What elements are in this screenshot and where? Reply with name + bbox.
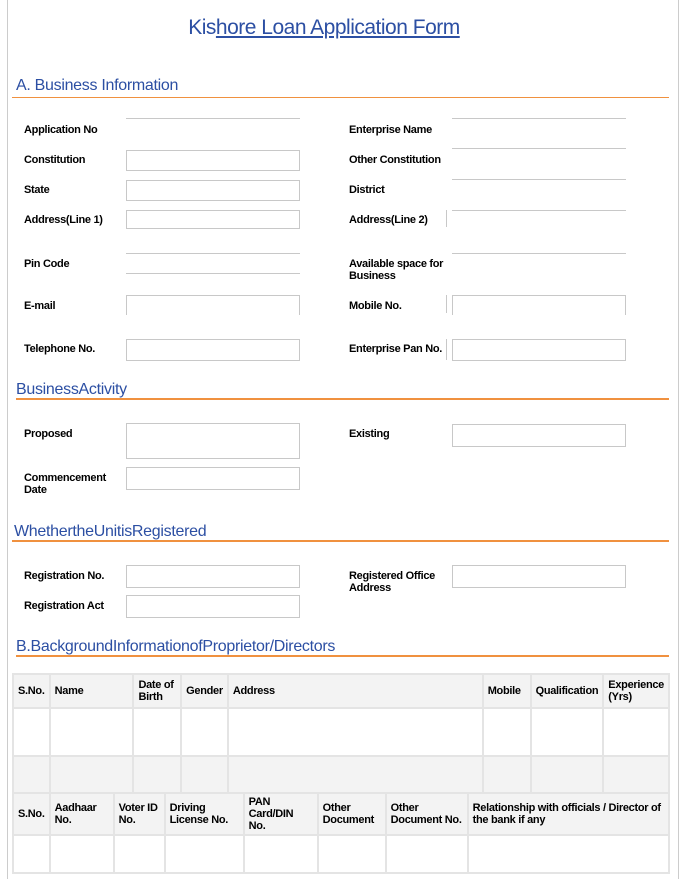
label-enterprise-name: Enterprise Name (349, 124, 432, 136)
other-constitution-field[interactable] (452, 148, 626, 149)
table-cell[interactable] (13, 756, 50, 793)
label-email: E-mail (24, 300, 56, 312)
col-header: Voter ID No. (114, 793, 165, 835)
label-proposed: Proposed (24, 428, 73, 440)
directors-table (12, 673, 670, 794)
col-header: PAN Card/DIN No. (244, 793, 318, 835)
constitution-field[interactable] (126, 150, 300, 171)
section-registered: WhethertheUnitisRegistered (14, 523, 207, 540)
registration-no-field[interactable] (126, 565, 300, 588)
proposed-field[interactable] (126, 423, 300, 459)
label-pin-code: Pin Code (24, 258, 70, 270)
label-district: District (349, 184, 385, 196)
label-telephone: Telephone No. (24, 343, 96, 355)
col-header: Other Document No. (386, 793, 468, 835)
table-cell[interactable] (13, 708, 50, 756)
col-header: Gender (181, 674, 228, 708)
table-cell[interactable] (50, 835, 114, 873)
table-cell[interactable] (483, 756, 531, 793)
table-cell[interactable] (603, 756, 669, 793)
section-business-activity: BusinessActivity (16, 381, 127, 398)
section-rule (16, 655, 669, 657)
label-mobile: Mobile No. (349, 300, 402, 312)
state-field[interactable] (126, 180, 300, 201)
email-field[interactable] (126, 295, 300, 315)
col-header: Other Document (318, 793, 386, 835)
district-field[interactable] (452, 179, 626, 180)
application-no-field[interactable] (126, 118, 300, 119)
label-registered-office: Registered Office Address (349, 570, 435, 594)
mobile-field[interactable] (452, 295, 626, 315)
col-header: Driving License No. (165, 793, 244, 835)
label-existing: Existing (349, 428, 390, 440)
field-divider (446, 295, 447, 313)
col-header: Name (50, 674, 134, 708)
label-address2: Address(Line 2) (349, 214, 428, 226)
table-row (13, 835, 669, 873)
table-cell[interactable] (165, 835, 244, 873)
pin-code-field[interactable] (126, 253, 300, 254)
table-cell[interactable] (244, 835, 318, 873)
table-cell[interactable] (318, 835, 386, 873)
label-pan: Enterprise Pan No. (349, 343, 443, 355)
col-header: Relationship with officials / Director of the bank if any (468, 793, 669, 835)
pin-code-underline (126, 273, 300, 274)
section-rule (16, 398, 669, 400)
table-cell[interactable] (181, 708, 228, 756)
section-business-info: A. Business Information (16, 77, 179, 94)
table-cell[interactable] (50, 756, 134, 793)
title-part: Kis (188, 16, 216, 39)
col-header: Date of Birth (133, 674, 181, 708)
page-title (0, 16, 648, 40)
table-row (13, 708, 669, 756)
label-application-no: Application No (24, 124, 98, 136)
title-part-underlined: hore Loan Application Form (215, 16, 460, 39)
col-header: S.No. (13, 674, 50, 708)
registration-act-field[interactable] (126, 595, 300, 618)
col-header: Address (228, 674, 483, 708)
section-rule (12, 540, 669, 542)
documents-table (12, 792, 670, 874)
section-background: B.BackgroundInformationofProprietor/Directors (16, 638, 336, 655)
col-header: Experience (Yrs) (603, 674, 669, 708)
table-cell[interactable] (468, 835, 669, 873)
label-commencement-date: Commencement Date (24, 472, 106, 496)
existing-field[interactable] (452, 424, 626, 447)
label-other-constitution: Other Constitution (349, 154, 441, 166)
table-cell[interactable] (13, 835, 50, 873)
pan-field[interactable] (452, 339, 626, 361)
available-space-field[interactable] (452, 253, 626, 254)
registered-office-field[interactable] (452, 565, 626, 588)
telephone-field[interactable] (126, 339, 300, 361)
table-cell[interactable] (133, 708, 181, 756)
address1-field[interactable] (126, 210, 300, 229)
table-cell[interactable] (228, 708, 483, 756)
table-cell[interactable] (531, 756, 604, 793)
label-available-space: Available space for Business (349, 258, 444, 282)
address2-field[interactable] (452, 210, 626, 211)
col-header: Aadhaar No. (50, 793, 114, 835)
table-cell[interactable] (483, 708, 531, 756)
table-row (13, 756, 669, 793)
col-header: S.No. (13, 793, 50, 835)
table-cell[interactable] (603, 708, 669, 756)
col-header: Qualification (531, 674, 604, 708)
enterprise-name-field[interactable] (452, 118, 626, 119)
label-registration-act: Registration Act (24, 600, 104, 612)
label-address1: Address(Line 1) (24, 214, 103, 226)
table-cell[interactable] (228, 756, 483, 793)
section-rule (12, 97, 669, 98)
field-divider (446, 339, 447, 360)
table-cell[interactable] (181, 756, 228, 793)
label-registration-no: Registration No. (24, 570, 105, 582)
table-cell[interactable] (114, 835, 165, 873)
table-cell[interactable] (386, 835, 468, 873)
label-state: State (24, 184, 50, 196)
table-cell[interactable] (50, 708, 134, 756)
table-cell[interactable] (133, 756, 181, 793)
label-constitution: Constitution (24, 154, 86, 166)
table-cell[interactable] (531, 708, 604, 756)
col-header: Mobile (483, 674, 531, 708)
field-divider (446, 210, 447, 227)
commencement-date-field[interactable] (126, 467, 300, 490)
